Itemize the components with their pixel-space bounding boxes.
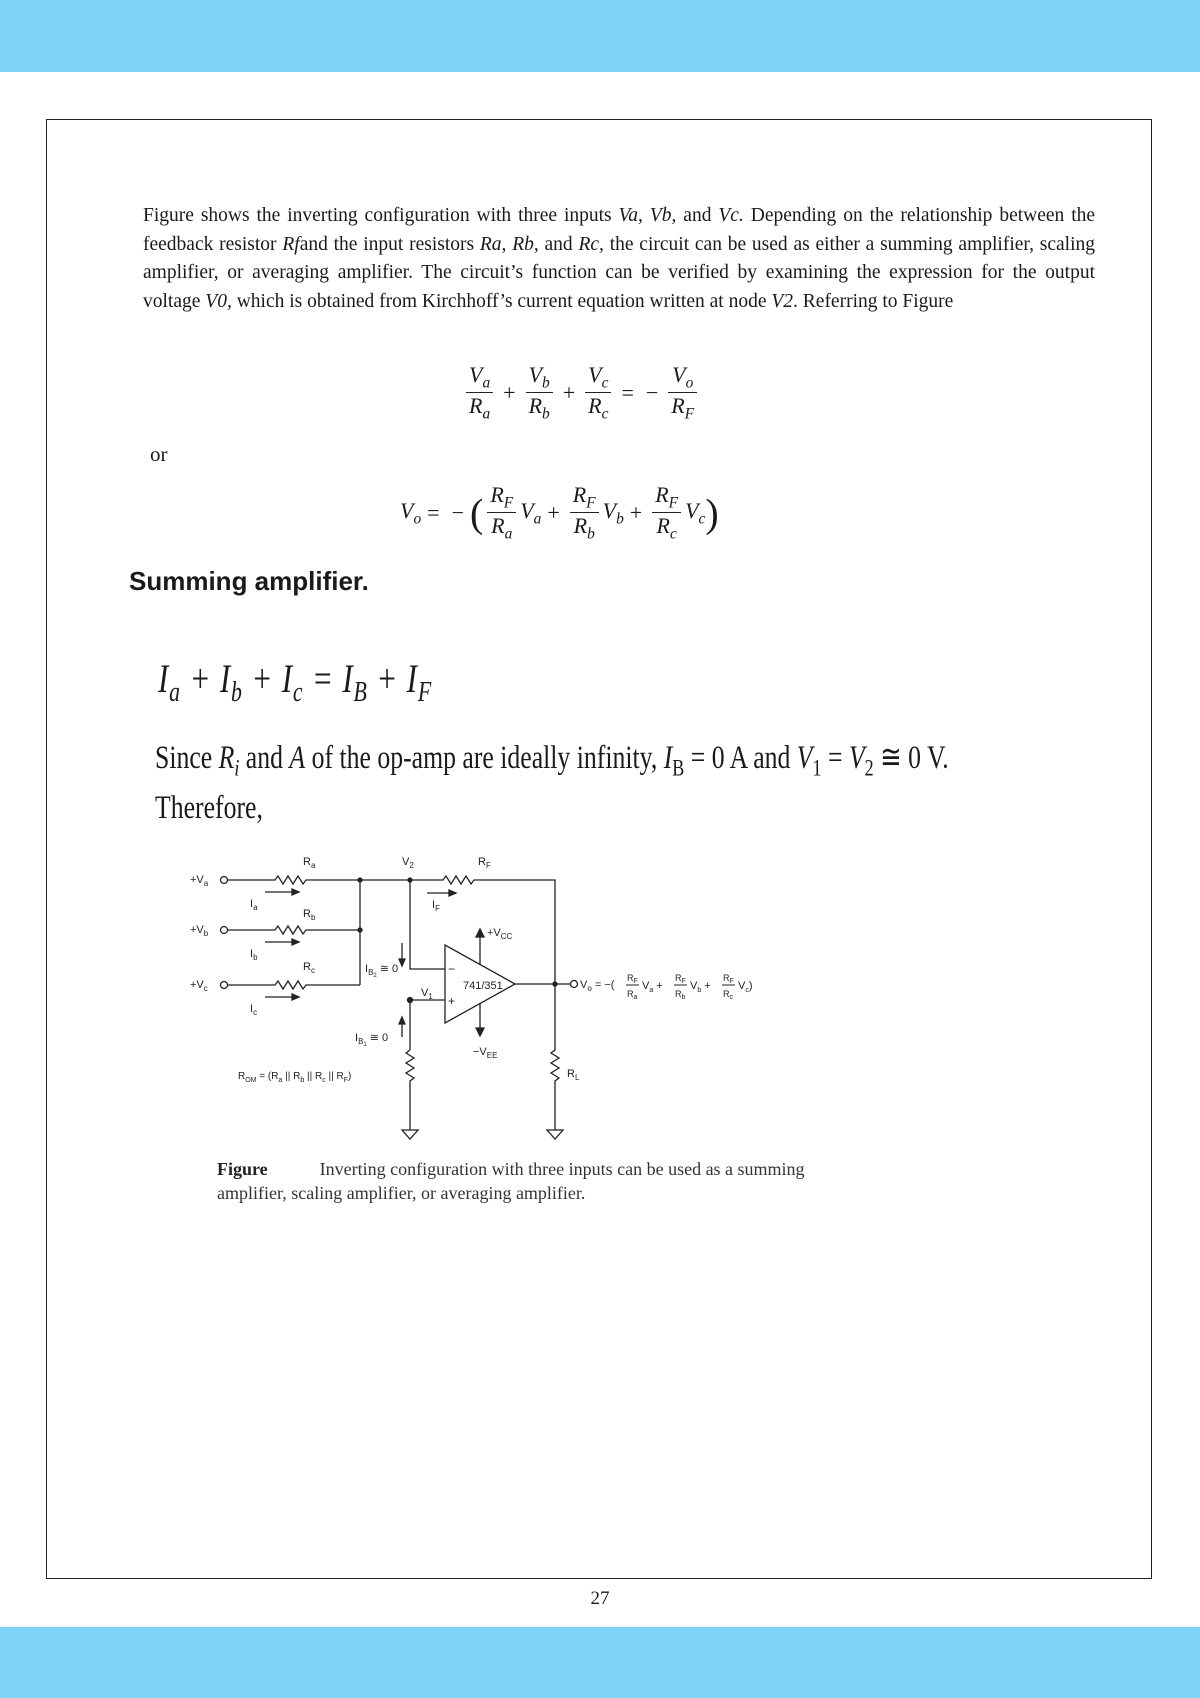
output-voltage-equation: $V_o$ = − ( $\frac{R_F}{R_a}$ $V_a$ + $\frac{R_F}{R_b}$ $V_b$ + $\frac{R_F}{R_c}$ $V_c$) [400, 482, 719, 543]
rb-label: $R_b$ [303, 908, 316, 922]
intro-paragraph: Figure shows the inverting configuration with three inputs Va, Vb, and Vc. Depending on the relationship between the feedback resistor Rfand the input resistors Ra, Rb, and Rc, the circuit can be used as either a summing amplifier, scaling amplifier, or averaging amplifier. The circuit’s function can be verified by examining the expression for the output voltage V0, which is obtained from Kirchhoff’s current equation written at node V2. Referring to Figure [143, 205, 1096, 312]
rom-label: $R_{OM} = (R_a$ || $R_b$ || $R_c$ || $R_F$) [238, 1071, 352, 1084]
svg-text:Vc): $V_c$) [738, 980, 753, 994]
vcc-label: $+V_{CC}$ [487, 927, 513, 941]
rl-label: $R_L$ [567, 1068, 580, 1082]
ra-label: $R_a$ [303, 856, 316, 870]
page-number: 27 [590, 1588, 610, 1609]
v1-label: $V_1$ [421, 987, 433, 1001]
current-sum-equation: $I_a + I_b + I_c = I_B + I_F$ [158, 656, 432, 708]
therefore-text: Therefore, [155, 790, 263, 826]
ib-label: $I_b$ [250, 948, 258, 962]
ib1-label: $I_B1≅$ 0 [355, 1032, 389, 1048]
rf-label: $R_F$ [478, 856, 491, 870]
inverting-input-sign: − [448, 962, 456, 976]
bottom-band [0, 1627, 1200, 1698]
if-label: $I_F$ [432, 899, 440, 913]
svg-text:Rc: $R_c$ [723, 989, 733, 1001]
figure-caption: Figure Inverting configuration with three inputs can be used as a summing amplifier, scaling amplifier, or averaging amplifier. [217, 1159, 805, 1203]
svg-text:RF: $R_F$ [627, 973, 638, 985]
ib2-label: $I_B2≅$ 0 [365, 963, 399, 979]
input-b-terminal [221, 927, 228, 934]
input-c-terminal [221, 982, 228, 989]
svg-text:Vo = −(: $V_o$ = −( [580, 979, 615, 993]
v2-label: $V_2$ [402, 856, 414, 870]
noninverting-input-sign: + [448, 994, 456, 1008]
or-text: or [150, 442, 168, 466]
svg-text:RF: $R_F$ [723, 973, 734, 985]
svg-text:Rb: $R_b$ [675, 989, 686, 1001]
svg-text:RF: $R_F$ [675, 973, 686, 985]
vee-label: $-V_{EE}$ [473, 1046, 498, 1060]
input-a-terminal [221, 877, 228, 884]
input-c-label: $+V_c$ [190, 979, 208, 993]
svg-text:Ra: $R_a$ [627, 989, 638, 1001]
opamp-label: 741/351 [463, 980, 503, 992]
ia-label: $I_a$ [250, 898, 258, 912]
rc-label: $R_c$ [303, 961, 315, 975]
output-expression [580, 973, 753, 1001]
top-band [0, 0, 1200, 72]
inverting-summer-circuit [180, 845, 840, 1145]
input-a-label: $+V_a$ [190, 874, 209, 888]
kcl-equation: $\frac{V_a}{R_a}$ + $\frac{V_b}{R_b}$ + $\frac{V_c}{R_c}$ = − $\frac{V_o}{R_F}$ [462, 362, 701, 424]
svg-text:Vb +: $V_b$ + [690, 980, 711, 994]
svg-text:Va +: $V_a$ + [642, 980, 663, 994]
section-heading: Summing amplifier. [129, 566, 369, 596]
input-b-label: $+V_b$ [190, 924, 209, 938]
assumption-text: Since $R_i$ and A of the op-amp are ideally infinity, $I_B = 0$ A and $V_1 = V_2$ ≅ 0 V. [155, 740, 949, 781]
ic-label: $I_c$ [250, 1003, 258, 1017]
